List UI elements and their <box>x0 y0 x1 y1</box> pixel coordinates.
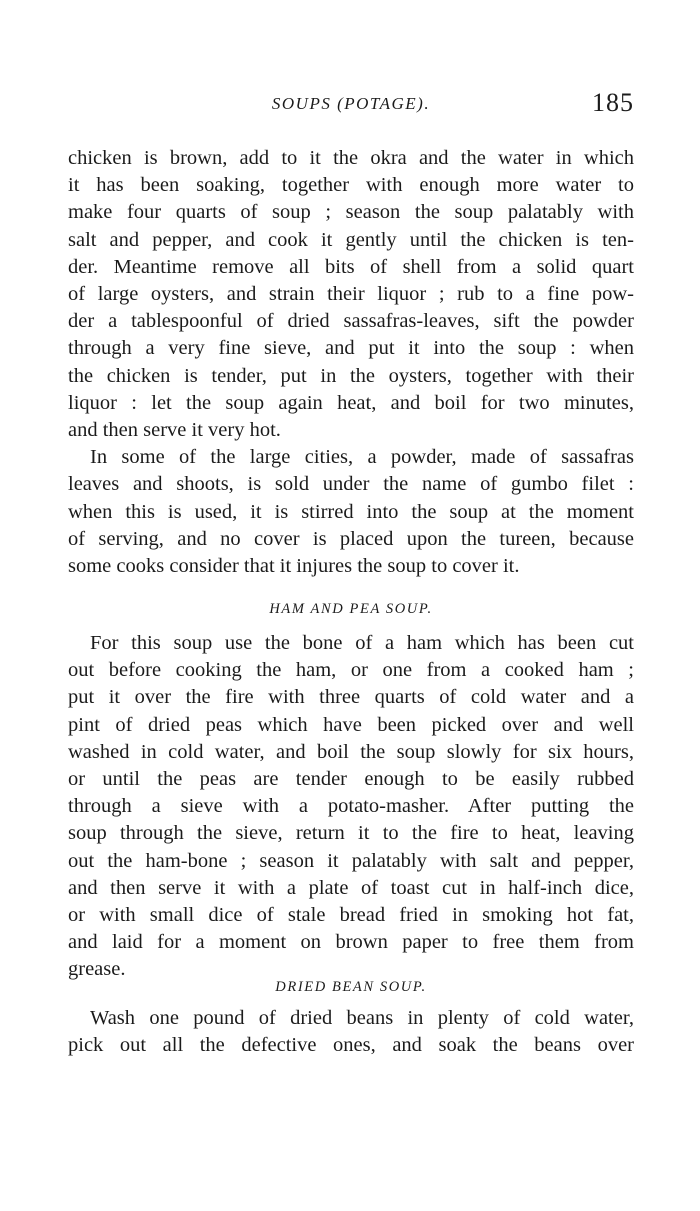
text-line: pick out all the defective ones, and soak the beans over <box>68 1034 634 1057</box>
running-head <box>68 88 634 122</box>
text-line: For this soup use the bone of a ham which has been cut <box>90 632 634 654</box>
text-line: of large oysters, and strain their liquor ; rub to a fine pow- <box>68 283 634 306</box>
text-line: it has been soaking, together with enough more water to <box>68 174 634 197</box>
text-line: washed in cold water, and boil the soup slowly for six hours, <box>68 740 634 763</box>
text-line: grease. <box>68 958 126 981</box>
text-line: or until the peas are tender enough to be easily rubbed <box>68 768 634 791</box>
text-line: through a sieve with a potato-masher. After putting the <box>68 795 634 818</box>
text-line: Wash one pound of dried beans in plenty of cold water, <box>90 1007 634 1029</box>
text-line: through a very fine sieve, and put it into the soup : when <box>68 337 634 360</box>
running-title: SOUPS (POTAGE). <box>271 94 431 113</box>
text-line: the chicken is tender, put in the oysters, together with their <box>68 364 634 387</box>
text-line: make four quarts of soup ; season the soup palatably with <box>68 201 634 224</box>
text-line: der a tablespoonful of dried sassafras-leaves, sift the powder <box>68 310 634 333</box>
text-line: In some of the large cities, a powder, made of sassafras <box>90 446 634 469</box>
text-line: soup through the sieve, return it to the fire to heat, leaving <box>68 822 634 845</box>
text-line: put it over the fire with three quarts of cold water and a <box>68 686 634 709</box>
text-line: leaves and shoots, is sold under the name of gumbo filet : <box>68 473 634 496</box>
section-heading: HAM AND PEA SOUP. <box>269 601 433 617</box>
text-line: out the ham-bone ; season it palatably with salt and pepper, <box>68 849 634 872</box>
text-line: some cooks consider that it injures the soup to cover it. <box>68 555 520 578</box>
text-line: salt and pepper, and cook it gently until the chicken is ten- <box>68 228 634 251</box>
text-line: of serving, and no cover is placed upon the tureen, because <box>68 527 634 550</box>
page-number: 185 <box>592 88 634 117</box>
dried-bean-soup-recipe <box>68 1005 634 1059</box>
section-heading: DRIED BEAN SOUP. <box>275 979 427 995</box>
text-line: and then serve it very hot. <box>68 419 281 442</box>
text-line: out before cooking the ham, or one from a cooked ham ; <box>68 659 634 682</box>
text-line: and then serve it with a plate of toast cut in half-inch dice, <box>68 876 634 899</box>
text-line: or with small dice of stale bread fried in smoking hot fat, <box>68 904 634 927</box>
text-line: pint of dried peas which have been picked over and well <box>68 713 634 736</box>
text-line: liquor : let the soup again heat, and boil for two minutes, <box>68 391 634 414</box>
text-line: when this is used, it is stirred into the soup at the moment <box>68 500 634 523</box>
text-line: chicken is brown, add to it the okra and the water in which <box>68 147 634 169</box>
ham-and-pea-soup-recipe <box>68 630 634 984</box>
text-line: der. Meantime remove all bits of shell from a solid quart <box>68 255 634 278</box>
text-line: and laid for a moment on brown paper to free them from <box>68 931 634 954</box>
okra-soup-continuation <box>68 145 634 580</box>
